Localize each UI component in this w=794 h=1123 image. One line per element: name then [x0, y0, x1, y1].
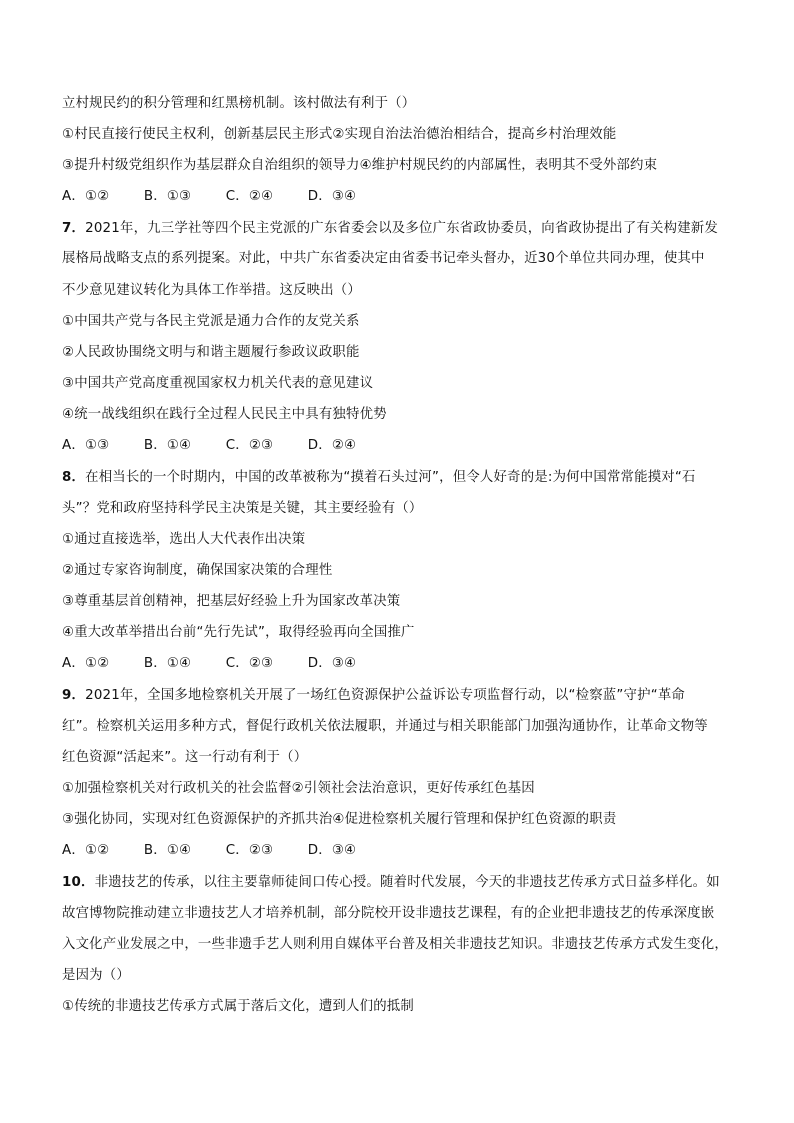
- q9-option-a: A．①②: [62, 843, 110, 858]
- q9-option-d: D．③④: [307, 843, 357, 858]
- q8-option-b: B．①④: [143, 656, 192, 671]
- q6-options: [62, 188, 742, 206]
- q8-number: 8．: [62, 470, 86, 485]
- q7-number: 7．: [62, 221, 86, 236]
- q10-stem-line-3: 入文化产业发展之中，一些非遗手艺人则利用自媒体平台普及相关非遗技艺知识。非遗技艺传承方式发生变化，: [62, 937, 728, 952]
- q9-options: [62, 842, 742, 860]
- q7-stem-line-3: 不少意见建议转化为具体工作举措。这反映出（）: [62, 283, 361, 298]
- q6-option-a: A．①②: [62, 189, 110, 204]
- q8-option-a: A．①②: [62, 656, 110, 671]
- q9-stem-line-3: 红色资源“活起来”。这一行动有利于（）: [62, 750, 308, 765]
- q6-option-c: C．②④: [225, 189, 274, 204]
- q8-choice-3: ③尊重基层首创精神，把基层好经验上升为国家改革决策: [62, 594, 401, 609]
- q7-option-b: B．①④: [143, 438, 192, 453]
- q7-choice-1: ①中国共产党与各民主党派是通力合作的友党关系: [62, 314, 360, 329]
- q8-option-d: D．③④: [307, 656, 357, 671]
- q9-choices-line-2: ③强化协同，实现对红色资源保护的齐抓共治④促进检察机关履行管理和保护红色资源的职责: [62, 812, 617, 827]
- q8-choice-1: ①通过直接选举，选出人大代表作出决策: [62, 532, 306, 547]
- q9-option-b: B．①④: [143, 843, 192, 858]
- q10-stem-line-4: 是因为（）: [62, 968, 130, 983]
- q9-number: 9．: [62, 688, 86, 703]
- q8-option-c: C．②③: [225, 656, 274, 671]
- q9-choices-line-1: ①加强检察机关对行政机关的社会监督②引领社会法治意识，更好传承红色基因: [62, 781, 535, 796]
- q7-choice-2: ②人民政协围绕文明与和谐主题履行参政议政职能: [62, 345, 360, 360]
- q10-stem-line-2: 故宫博物院推动建立非遗技艺人才培养机制，部分院校开设非遗技艺课程，有的企业把非遗技艺的传承深度嵌: [62, 906, 715, 921]
- q8-options: [62, 655, 742, 673]
- q9-stem-line-1: [62, 687, 742, 705]
- q10-number: 10．: [62, 875, 95, 890]
- q9-stem-text-1: 2021年，全国多地检察机关开展了一场红色资源保护公益诉讼专项监督行动，以“检察蓝”守护“革命: [85, 688, 686, 703]
- q7-stem-line-2: 展格局战略支点的系列提案。对此，中共广东省委决定由省委书记牵头督办，近30个单位共同办理，使其中: [62, 251, 705, 266]
- q7-stem-text-1: 2021年，九三学社等四个民主党派的广东省委会以及多位广东省政协委员，向省政协提出了有关构建新发: [85, 221, 718, 236]
- q7-option-d: D．②④: [307, 438, 357, 453]
- q10-stem-text-1: 非遗技艺的传承，以往主要靠师徒间口传心授。随着时代发展，今天的非遗技艺传承方式日益多样化。如: [94, 875, 720, 890]
- q7-choice-3: ③中国共产党高度重视国家权力机关代表的意见建议: [62, 376, 374, 391]
- q7-option-a: A．①③: [62, 438, 110, 453]
- q9-stem-line-2: 红”。检察机关运用多种方式，督促行政机关依法履职，并通过与相关职能部门加强沟通协作，让革命文物等: [62, 719, 708, 734]
- q8-choice-2: ②通过专家咨询制度，确保国家决策的合理性: [62, 563, 333, 578]
- q8-stem-text-1: 在相当长的一个时期内，中国的改革被称为“摸着石头过河”，但令人好奇的是:为何中国常常能摸对“石: [85, 470, 696, 485]
- q6-stem-tail: 立村规民约的积分管理和红黑榜机制。该村做法有利于（）: [62, 96, 416, 111]
- q7-choice-4: ④统一战线组织在践行全过程人民民主中具有独特优势: [62, 407, 387, 422]
- q7-stem-line-1: [62, 220, 742, 238]
- q6-choices-line-1: ①村民直接行使民主权利，创新基层民主形式②实现自治法治德治相结合，提高乡村治理效能: [62, 127, 617, 142]
- q10-choice-1: ①传统的非遗技艺传承方式属于落后文化，遭到人们的抵制: [62, 999, 414, 1014]
- q7-option-c: C．②③: [225, 438, 274, 453]
- q8-stem-line-1: [62, 469, 742, 487]
- q8-stem-line-2: 头”？党和政府坚持科学民主决策是关键，其主要经验有（）: [62, 501, 423, 516]
- q8-choice-4: ④重大改革举措出台前“先行先试”，取得经验再向全国推广: [62, 625, 415, 640]
- q10-stem-line-1: [62, 874, 742, 892]
- q9-option-c: C．②③: [225, 843, 274, 858]
- q6-option-d: D．③④: [307, 189, 357, 204]
- q7-options: [62, 437, 742, 455]
- q6-option-b: B．①③: [143, 189, 192, 204]
- q6-choices-line-2: ③提升村级党组织作为基层群众自治组织的领导力④维护村规民约的内部属性，表明其不受外部约束: [62, 158, 658, 173]
